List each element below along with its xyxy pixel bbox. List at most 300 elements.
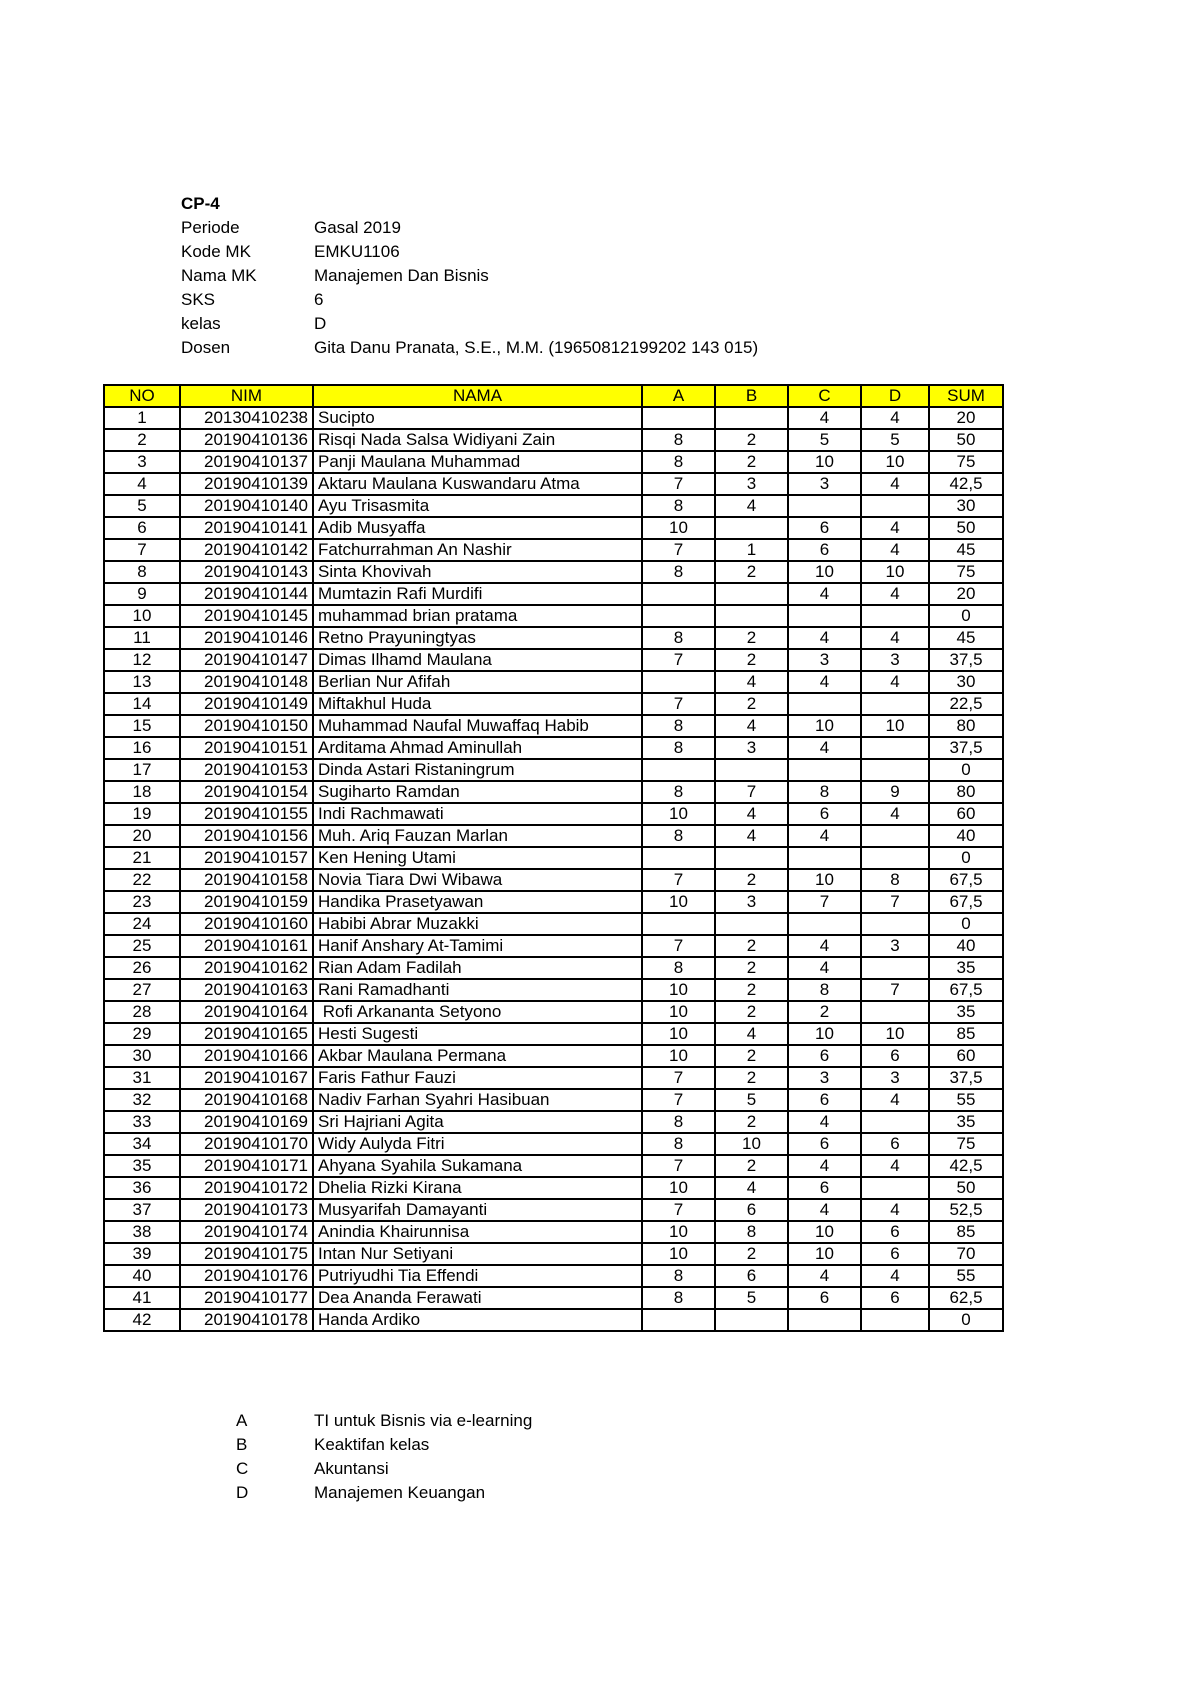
cell-c (788, 605, 861, 627)
cell-sum: 0 (929, 605, 1003, 627)
legend-text: TI untuk Bisnis via e-learning (314, 1411, 533, 1430)
cell-nim: 20190410172 (180, 1177, 313, 1199)
cell-d (861, 1177, 929, 1199)
cell-a: 10 (642, 1023, 715, 1045)
cell-nama: Berlian Nur Afifah (313, 671, 642, 693)
cell-c: 4 (788, 737, 861, 759)
cell-no: 16 (104, 737, 180, 759)
cell-sum: 20 (929, 407, 1003, 429)
cell-b: 2 (715, 957, 788, 979)
cell-b (715, 913, 788, 935)
cell-c: 10 (788, 1221, 861, 1243)
cell-d (861, 1001, 929, 1023)
cell-c (788, 1309, 861, 1331)
legend-text: Akuntansi (314, 1459, 389, 1478)
cell-sum: 55 (929, 1089, 1003, 1111)
cell-d (861, 759, 929, 781)
cell-nim: 20190410176 (180, 1265, 313, 1287)
cell-a (642, 759, 715, 781)
cell-nim: 20190410146 (180, 627, 313, 649)
cell-a: 10 (642, 1177, 715, 1199)
table-row (104, 539, 1003, 561)
cell-sum: 45 (929, 627, 1003, 649)
table-row (104, 957, 1003, 979)
cell-nim: 20190410166 (180, 1045, 313, 1067)
cell-b (715, 583, 788, 605)
cell-nama: Habibi Abrar Muzakki (313, 913, 642, 935)
cell-sum: 80 (929, 715, 1003, 737)
table-row (104, 407, 1003, 429)
cell-nama: Putriyudhi Tia Effendi (313, 1265, 642, 1287)
legend-item (181, 1409, 532, 1433)
legend-item (181, 1481, 532, 1505)
cell-b: 2 (715, 935, 788, 957)
cell-no: 11 (104, 627, 180, 649)
cell-no: 37 (104, 1199, 180, 1221)
cell-no: 24 (104, 913, 180, 935)
info-label: SKS (181, 290, 216, 309)
cell-a (642, 671, 715, 693)
cell-sum: 22,5 (929, 693, 1003, 715)
cell-nama: Nadiv Farhan Syahri Hasibuan (313, 1089, 642, 1111)
cell-c: 6 (788, 1133, 861, 1155)
table-row (104, 1001, 1003, 1023)
cell-a: 8 (642, 715, 715, 737)
cell-d (861, 957, 929, 979)
column-header-d: D (861, 385, 929, 407)
cell-nim: 20190410178 (180, 1309, 313, 1331)
cell-c: 10 (788, 1023, 861, 1045)
cell-nim: 20190410177 (180, 1287, 313, 1309)
cell-b: 4 (715, 1177, 788, 1199)
cell-no: 29 (104, 1023, 180, 1045)
cell-c: 5 (788, 429, 861, 451)
cell-a: 10 (642, 517, 715, 539)
cell-nama: Handa Ardiko (313, 1309, 642, 1331)
cell-d (861, 737, 929, 759)
cell-d: 4 (861, 583, 929, 605)
cell-no: 40 (104, 1265, 180, 1287)
cell-a (642, 1309, 715, 1331)
cell-no: 3 (104, 451, 180, 473)
cell-nama: Rani Ramadhanti (313, 979, 642, 1001)
cell-d: 3 (861, 1067, 929, 1089)
cell-c: 8 (788, 781, 861, 803)
table-row (104, 935, 1003, 957)
cell-no: 36 (104, 1177, 180, 1199)
cell-d (861, 693, 929, 715)
cell-c (788, 847, 861, 869)
cell-no: 25 (104, 935, 180, 957)
cell-no: 35 (104, 1155, 180, 1177)
cell-nim: 20190410171 (180, 1155, 313, 1177)
cell-sum: 37,5 (929, 1067, 1003, 1089)
legend (181, 1409, 532, 1505)
table-row (104, 1133, 1003, 1155)
cell-no: 39 (104, 1243, 180, 1265)
cell-nim: 20190410175 (180, 1243, 313, 1265)
cell-no: 7 (104, 539, 180, 561)
cell-b (715, 759, 788, 781)
table-row (104, 1045, 1003, 1067)
cell-nama: Dimas Ilhamd Maulana (313, 649, 642, 671)
cell-d (861, 1309, 929, 1331)
document-title: CP-4 (181, 194, 220, 213)
cell-no: 33 (104, 1111, 180, 1133)
cell-nim: 20190410136 (180, 429, 313, 451)
cell-c (788, 759, 861, 781)
cell-sum: 75 (929, 451, 1003, 473)
column-header-sum: SUM (929, 385, 1003, 407)
table-row (104, 825, 1003, 847)
cell-nama: Dinda Astari Ristaningrum (313, 759, 642, 781)
cell-sum: 0 (929, 1309, 1003, 1331)
cell-nama: Panji Maulana Muhammad (313, 451, 642, 473)
cell-no: 42 (104, 1309, 180, 1331)
cell-a (642, 847, 715, 869)
table-row (104, 1155, 1003, 1177)
cell-c: 4 (788, 671, 861, 693)
cell-d: 4 (861, 1265, 929, 1287)
table-row (104, 583, 1003, 605)
table-row (104, 517, 1003, 539)
cell-nama: Indi Rachmawati (313, 803, 642, 825)
cell-nama: Anindia Khairunnisa (313, 1221, 642, 1243)
cell-a: 7 (642, 1089, 715, 1111)
cell-c: 4 (788, 583, 861, 605)
table-body (104, 407, 1003, 1331)
info-row-dosen (181, 336, 758, 360)
cell-d: 6 (861, 1287, 929, 1309)
info-value: D (314, 314, 327, 333)
info-label: Kode MK (181, 242, 251, 261)
table-row (104, 759, 1003, 781)
cell-a: 8 (642, 781, 715, 803)
cell-a: 8 (642, 737, 715, 759)
table-row (104, 1309, 1003, 1331)
cell-nama: Rian Adam Fadilah (313, 957, 642, 979)
cell-d: 9 (861, 781, 929, 803)
cell-a (642, 407, 715, 429)
cell-sum: 60 (929, 803, 1003, 825)
table-row (104, 671, 1003, 693)
table-row (104, 1287, 1003, 1309)
cell-b: 4 (715, 671, 788, 693)
cell-nama: Ahyana Syahila Sukamana (313, 1155, 642, 1177)
cell-c: 4 (788, 627, 861, 649)
cell-sum: 0 (929, 847, 1003, 869)
cell-d (861, 605, 929, 627)
cell-nim: 20190410145 (180, 605, 313, 627)
cell-b: 2 (715, 1155, 788, 1177)
cell-b (715, 517, 788, 539)
cell-c: 10 (788, 561, 861, 583)
cell-nim: 20190410158 (180, 869, 313, 891)
cell-c (788, 693, 861, 715)
legend-item (181, 1457, 532, 1481)
cell-b: 4 (715, 715, 788, 737)
cell-no: 19 (104, 803, 180, 825)
table-row (104, 429, 1003, 451)
cell-c: 6 (788, 1287, 861, 1309)
cell-c: 10 (788, 1243, 861, 1265)
cell-no: 10 (104, 605, 180, 627)
cell-nim: 20190410165 (180, 1023, 313, 1045)
cell-nim: 20190410156 (180, 825, 313, 847)
cell-a: 8 (642, 627, 715, 649)
cell-no: 31 (104, 1067, 180, 1089)
info-row-kode-mk (181, 240, 758, 264)
cell-c: 4 (788, 1265, 861, 1287)
cell-a: 10 (642, 1221, 715, 1243)
cell-a: 7 (642, 869, 715, 891)
cell-a: 8 (642, 429, 715, 451)
cell-no: 30 (104, 1045, 180, 1067)
cell-a: 7 (642, 1155, 715, 1177)
cell-a: 8 (642, 825, 715, 847)
cell-c: 10 (788, 715, 861, 737)
cell-a: 7 (642, 1067, 715, 1089)
cell-c: 6 (788, 1045, 861, 1067)
cell-sum: 60 (929, 1045, 1003, 1067)
column-header-nim: NIM (180, 385, 313, 407)
cell-b: 2 (715, 1111, 788, 1133)
cell-c: 6 (788, 1177, 861, 1199)
cell-sum: 35 (929, 1111, 1003, 1133)
table-row (104, 737, 1003, 759)
column-header-no: NO (104, 385, 180, 407)
cell-d: 4 (861, 803, 929, 825)
cell-a: 8 (642, 1133, 715, 1155)
table-row (104, 473, 1003, 495)
cell-nama: Akbar Maulana Permana (313, 1045, 642, 1067)
info-label: kelas (181, 314, 221, 333)
legend-item (181, 1433, 532, 1457)
cell-a: 7 (642, 935, 715, 957)
cell-sum: 50 (929, 1177, 1003, 1199)
cell-c: 7 (788, 891, 861, 913)
table-row (104, 495, 1003, 517)
cell-sum: 40 (929, 825, 1003, 847)
cell-d: 6 (861, 1133, 929, 1155)
table-row (104, 1089, 1003, 1111)
cell-nama: Miftakhul Huda (313, 693, 642, 715)
cell-b: 2 (715, 979, 788, 1001)
cell-a (642, 913, 715, 935)
cell-c: 4 (788, 1111, 861, 1133)
cell-sum: 80 (929, 781, 1003, 803)
cell-nama: Risqi Nada Salsa Widiyani Zain (313, 429, 642, 451)
cell-nim: 20190410140 (180, 495, 313, 517)
cell-a: 10 (642, 1045, 715, 1067)
table-row (104, 1199, 1003, 1221)
info-value: 6 (314, 290, 324, 309)
cell-b: 5 (715, 1089, 788, 1111)
cell-b: 2 (715, 1243, 788, 1265)
column-header-a: A (642, 385, 715, 407)
cell-nim: 20190410155 (180, 803, 313, 825)
cell-b: 6 (715, 1265, 788, 1287)
cell-sum: 50 (929, 429, 1003, 451)
cell-nama: Adib Musyaffa (313, 517, 642, 539)
cell-b (715, 1309, 788, 1331)
cell-b: 10 (715, 1133, 788, 1155)
cell-nama: Novia Tiara Dwi Wibawa (313, 869, 642, 891)
table-row (104, 1221, 1003, 1243)
cell-nim: 20190410170 (180, 1133, 313, 1155)
info-label: Periode (181, 218, 240, 237)
cell-nama: Sri Hajriani Agita (313, 1111, 642, 1133)
table-row (104, 913, 1003, 935)
cell-b: 2 (715, 649, 788, 671)
cell-sum: 85 (929, 1221, 1003, 1243)
cell-d: 10 (861, 1023, 929, 1045)
cell-d: 10 (861, 561, 929, 583)
cell-c: 10 (788, 451, 861, 473)
cell-sum: 37,5 (929, 649, 1003, 671)
cell-nama: Sucipto (313, 407, 642, 429)
cell-sum: 85 (929, 1023, 1003, 1045)
cell-c: 4 (788, 935, 861, 957)
cell-no: 28 (104, 1001, 180, 1023)
cell-a: 10 (642, 979, 715, 1001)
cell-b: 2 (715, 693, 788, 715)
cell-nama: Muhammad Naufal Muwaffaq Habib (313, 715, 642, 737)
table-row (104, 605, 1003, 627)
cell-no: 20 (104, 825, 180, 847)
cell-nama: Muh. Ariq Fauzan Marlan (313, 825, 642, 847)
cell-b: 2 (715, 1045, 788, 1067)
cell-c: 6 (788, 517, 861, 539)
cell-c: 3 (788, 649, 861, 671)
cell-a: 7 (642, 1199, 715, 1221)
cell-nim: 20190410157 (180, 847, 313, 869)
cell-no: 38 (104, 1221, 180, 1243)
cell-b: 4 (715, 1023, 788, 1045)
legend-key: C (236, 1459, 249, 1478)
cell-b: 6 (715, 1199, 788, 1221)
cell-nim: 20190410161 (180, 935, 313, 957)
table-row (104, 869, 1003, 891)
cell-no: 21 (104, 847, 180, 869)
cell-a: 8 (642, 495, 715, 517)
info-value: Gasal 2019 (314, 218, 401, 237)
cell-nim: 20190410173 (180, 1199, 313, 1221)
cell-b: 3 (715, 891, 788, 913)
cell-a: 10 (642, 1243, 715, 1265)
cell-a: 7 (642, 473, 715, 495)
cell-c: 4 (788, 957, 861, 979)
cell-d: 4 (861, 1155, 929, 1177)
table-row (104, 1265, 1003, 1287)
cell-d (861, 495, 929, 517)
cell-nim: 20190410144 (180, 583, 313, 605)
cell-d: 7 (861, 979, 929, 1001)
cell-a: 8 (642, 1265, 715, 1287)
cell-no: 41 (104, 1287, 180, 1309)
cell-no: 9 (104, 583, 180, 605)
table-row (104, 803, 1003, 825)
table-row (104, 649, 1003, 671)
cell-nim: 20190410142 (180, 539, 313, 561)
cell-no: 14 (104, 693, 180, 715)
cell-no: 13 (104, 671, 180, 693)
table-row (104, 1177, 1003, 1199)
cell-sum: 62,5 (929, 1287, 1003, 1309)
cell-c (788, 913, 861, 935)
cell-b (715, 847, 788, 869)
cell-nim: 20190410153 (180, 759, 313, 781)
cell-nama: Hanif Anshary At-Tamimi (313, 935, 642, 957)
cell-a (642, 605, 715, 627)
info-value: Manajemen Dan Bisnis (314, 266, 489, 285)
cell-no: 8 (104, 561, 180, 583)
cell-c: 6 (788, 539, 861, 561)
legend-text: Keaktifan kelas (314, 1435, 430, 1454)
cell-c: 4 (788, 825, 861, 847)
cell-nim: 20190410141 (180, 517, 313, 539)
table-row (104, 627, 1003, 649)
cell-a: 7 (642, 693, 715, 715)
table-row (104, 847, 1003, 869)
cell-nama: Widy Aulyda Fitri (313, 1133, 642, 1155)
cell-sum: 67,5 (929, 891, 1003, 913)
cell-nim: 20190410168 (180, 1089, 313, 1111)
cell-b (715, 605, 788, 627)
cell-c: 4 (788, 1199, 861, 1221)
cell-d: 4 (861, 1089, 929, 1111)
table-row (104, 1067, 1003, 1089)
cell-sum: 75 (929, 561, 1003, 583)
cell-b: 2 (715, 1067, 788, 1089)
cell-b: 5 (715, 1287, 788, 1309)
cell-no: 1 (104, 407, 180, 429)
cell-a (642, 583, 715, 605)
cell-sum: 75 (929, 1133, 1003, 1155)
cell-nim: 20190410174 (180, 1221, 313, 1243)
cell-no: 15 (104, 715, 180, 737)
cell-nim: 20190410164 (180, 1001, 313, 1023)
cell-d (861, 913, 929, 935)
cell-nim: 20190410147 (180, 649, 313, 671)
cell-b: 2 (715, 451, 788, 473)
cell-nim: 20190410160 (180, 913, 313, 935)
legend-key: A (236, 1411, 248, 1430)
cell-d (861, 1111, 929, 1133)
cell-nama: Musyarifah Damayanti (313, 1199, 642, 1221)
grades-table (103, 384, 1004, 1332)
cell-b: 4 (715, 803, 788, 825)
cell-b: 2 (715, 1001, 788, 1023)
cell-nama: Ayu Trisasmita (313, 495, 642, 517)
cell-a: 8 (642, 561, 715, 583)
info-row-nama-mk (181, 264, 758, 288)
table-row (104, 1111, 1003, 1133)
cell-no: 23 (104, 891, 180, 913)
cell-nama: Intan Nur Setiyani (313, 1243, 642, 1265)
table-row (104, 891, 1003, 913)
table-row (104, 451, 1003, 473)
cell-nim: 20190410137 (180, 451, 313, 473)
cell-d: 7 (861, 891, 929, 913)
cell-a: 8 (642, 957, 715, 979)
cell-sum: 42,5 (929, 1155, 1003, 1177)
cell-nama: Aktaru Maulana Kuswandaru Atma (313, 473, 642, 495)
cell-no: 18 (104, 781, 180, 803)
cell-nim: 20190410162 (180, 957, 313, 979)
cell-nama: Faris Fathur Fauzi (313, 1067, 642, 1089)
cell-sum: 67,5 (929, 869, 1003, 891)
